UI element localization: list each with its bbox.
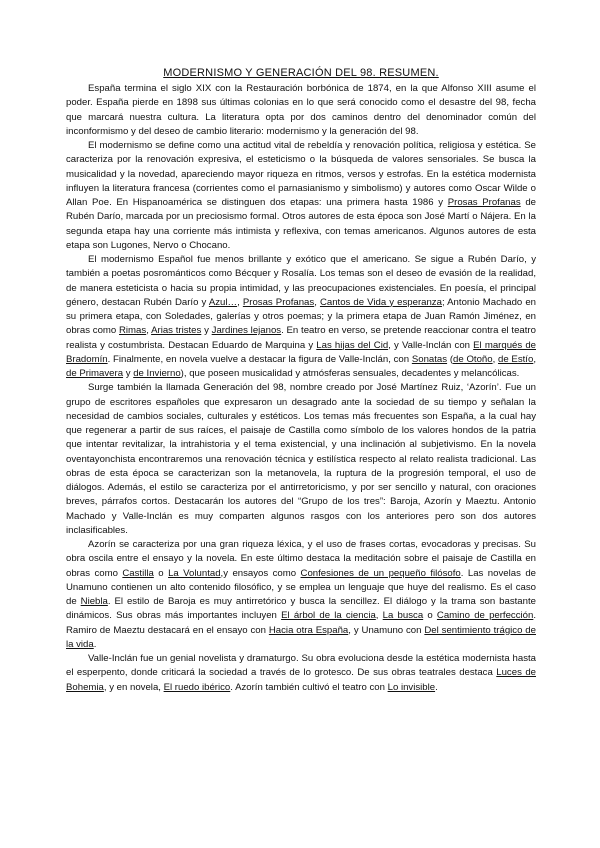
text-run: Valle-Inclán fue un genial novelista y dramaturgo. Su obra evoluciona desde la estética modernista hasta el esperpento, donde criticará la sociedad a través de lo grotesco. De sus obras teatrales destaca (66, 653, 536, 679)
underlined-title: Prosas Profanas (447, 197, 521, 208)
underlined-title: Jardines lejanos (211, 325, 282, 337)
document-title: MODERNISMO Y GENERACIÓN DEL 98. RESUMEN. (163, 67, 439, 79)
underlined-title: El marqués de Bradomín (66, 339, 536, 365)
underlined-title: Castilla (122, 567, 154, 579)
underlined-title: de Invierno (133, 368, 181, 379)
text-run: . El estilo de Baroja es muy antirretórico y busca la sencillez. El diálogo y la trama son bastante dinámicos. Sus obras más importantes incluyen (66, 596, 536, 622)
text-run: ,y ensayos como (220, 567, 301, 579)
paragraph (66, 253, 536, 381)
text-run: , y en novela, (103, 681, 164, 693)
text-run: o (153, 567, 169, 579)
text-run: . En teatro en verso, se pretende reaccionar contra el teatro realista y costumbrista. Destacan Eduardo de Marquina y (66, 325, 536, 351)
underlined-title: La Voluntad (168, 567, 221, 579)
text-run: , (375, 610, 383, 622)
paragraph (66, 82, 536, 139)
text-run: , (314, 296, 320, 308)
paragraph (66, 538, 536, 652)
underlined-title: Sonatas (411, 353, 448, 365)
paragraph (66, 652, 536, 695)
underlined-title: Luces de Bohemia (66, 667, 536, 693)
underlined-title: Cantos de Vida y esperanza (319, 296, 442, 308)
text-run: . Azorín también cultivó el teatro con (230, 681, 388, 693)
text-run: , (492, 353, 499, 365)
text-run: , (237, 296, 243, 308)
text-run: El modernismo Español fue menos brillante y exótico que el americano. Se sigue a Rubén Darío, y también a poetas posrománticos como Bécquer y Rosalía. Los temas son el deseo de evasión de la realidad, de manera esteticista o hacia su propia intimidad, y las preocupaciones existenciales. En poesía, el principal género, destacan Rubén Darío y (66, 254, 536, 308)
document-body (66, 82, 536, 695)
paragraph (66, 139, 536, 253)
text-run: ), que poseen musicalidad y atmósferas sensuales, decadentes y melancólicas. (180, 368, 520, 379)
text-run: y (123, 368, 134, 379)
text-run: . (435, 681, 438, 693)
text-run: . Las novelas de Unamuno contienen un alto contenido filosófico, y se emplea un lenguaje que huye del realismo. Es el caso de (66, 567, 536, 607)
text-run: ; Antonio Machado en su primera etapa, con Soledades, galerías y otros poemas; y la primera etapa de Juan Ramón Jiménez, en obras como (66, 296, 536, 337)
text-run: de Rubén Darío, marcada por un preciosismo formal. Otros autores de esta época son José Martí o Nájera. En la segunda etapa hay una corriente más intimista y reflexiva, con temas americanos. Algunos autores de esta etapa son Lugones, Nervo o Chocano. (66, 197, 536, 251)
underlined-title: Las hijas del Cid (316, 339, 389, 351)
underlined-title: Azul… (208, 296, 238, 308)
underlined-title: Hacia otra España (268, 624, 349, 636)
text-run: Surge también la llamada Generación del 98, nombre creado por José Martínez Ruiz, ‘Azorín’. Fue un grupo de escritores españoles que expresaron un desagrado ante la sociedad de su tiempo y señalan la necesidad de cambios sociales, culturales y estéticos. Los temas más frecuentes son España, a la cual hay que regenerar a partir de sus raíces, el paisaje de Castilla como símbolo de los valores hondos de la patria que intentar revitalizar, la intrahistoria y el tema existencial, y una inclinación al subjetivismo. En la novela oventayonchista encontraremos una renovación técnica y estilística respecto al relato realista tradicional. Las obras de esta época se caracterizan son la metanovela, la ruptura de la progresión temporal, el uso de diálogos. Además, el estilo se caracteriza por el antirretoricismo, y por ser sencillo y natural, con oraciones breves, párrafos cortos. Destacarán los autores del “Grupo de los tres”: Baroja, Azorín y Maeztu. Antonio Machado y Valle-Inclán es muy comparten algunos rasgos con los anteriores pero son dos autores inclasificables. (66, 382, 536, 536)
underlined-title: El árbol de la ciencia (281, 610, 376, 622)
underlined-title: Lo invisible (387, 681, 436, 693)
underlined-title: Arias tristes (151, 325, 202, 337)
text-run: . (93, 638, 97, 650)
text-run: . Ramiro de Maeztu destacará en el ensayo con (66, 610, 537, 636)
text-run: , (533, 353, 536, 365)
text-run: Azorín se caracteriza por una gran riqueza léxica, y el uso de frases cortas, evocadoras y precisas. Su obra oscila entre el ensayo y la novela. En este último destaca la meditación sobre el paisaje de Castilla en obras como (66, 539, 536, 579)
text-run: o (423, 610, 437, 622)
text-run: . Finalmente, en novela vuelve a destacar la figura de Valle-Inclán, con (107, 353, 412, 365)
underlined-title: de Otoño (453, 353, 493, 365)
text-run: , y Unamuno con (348, 624, 425, 636)
underlined-title: El ruedo ibérico (163, 681, 231, 693)
underlined-title: Confesiones de un pequeño filósofo (300, 567, 461, 579)
underlined-title: Camino de perfección (436, 610, 534, 622)
paragraph (66, 381, 536, 538)
underlined-title: Niebla (80, 596, 108, 607)
underlined-title: La busca (382, 610, 424, 622)
text-run: , y Valle-Inclán con (388, 339, 474, 351)
underlined-title: Rimas (119, 325, 147, 337)
text-run: España termina el siglo XIX con la Restauración borbónica de 1874, en la que Alfonso XIII asume el poder. España pierde en 1898 sus últimas colonias en lo que será conocido como el desastre del 98, fecha que marcará nuestra cultura. La literatura opta por dos caminos dentro del denominador común del inconformismo y del deseo de cambio literario: modernismo y la generación del 98. (66, 83, 536, 137)
underlined-title: Prosas Profanas (242, 296, 315, 308)
text-run: ( (447, 353, 454, 365)
underlined-title: Del sentimiento trágico de la vida (66, 624, 536, 650)
underlined-title: de Primavera (66, 368, 124, 379)
text-run: , (146, 325, 152, 337)
text-run: El modernismo se define como una actitud vital de rebeldía y renovación política, religiosa y estética. Se caracteriza por la renovación expresiva, el esteticismo o la búsqueda de valores sensoriales. Se busca la musicalidad y la novedad, apareciendo mayor riqueza en ritmos, versos y estrofas. En la estética modernista influyen la literatura francesa (corrientes como el parnasianismo y simbolismo) y autores como Oscar Wilde o Allan Poe. En Hispanoamérica se distinguen dos etapas: una primera hasta 1986 y (66, 140, 536, 208)
text-run: y (201, 325, 212, 337)
underlined-title: de Estío (498, 353, 534, 365)
document-page (66, 66, 536, 695)
